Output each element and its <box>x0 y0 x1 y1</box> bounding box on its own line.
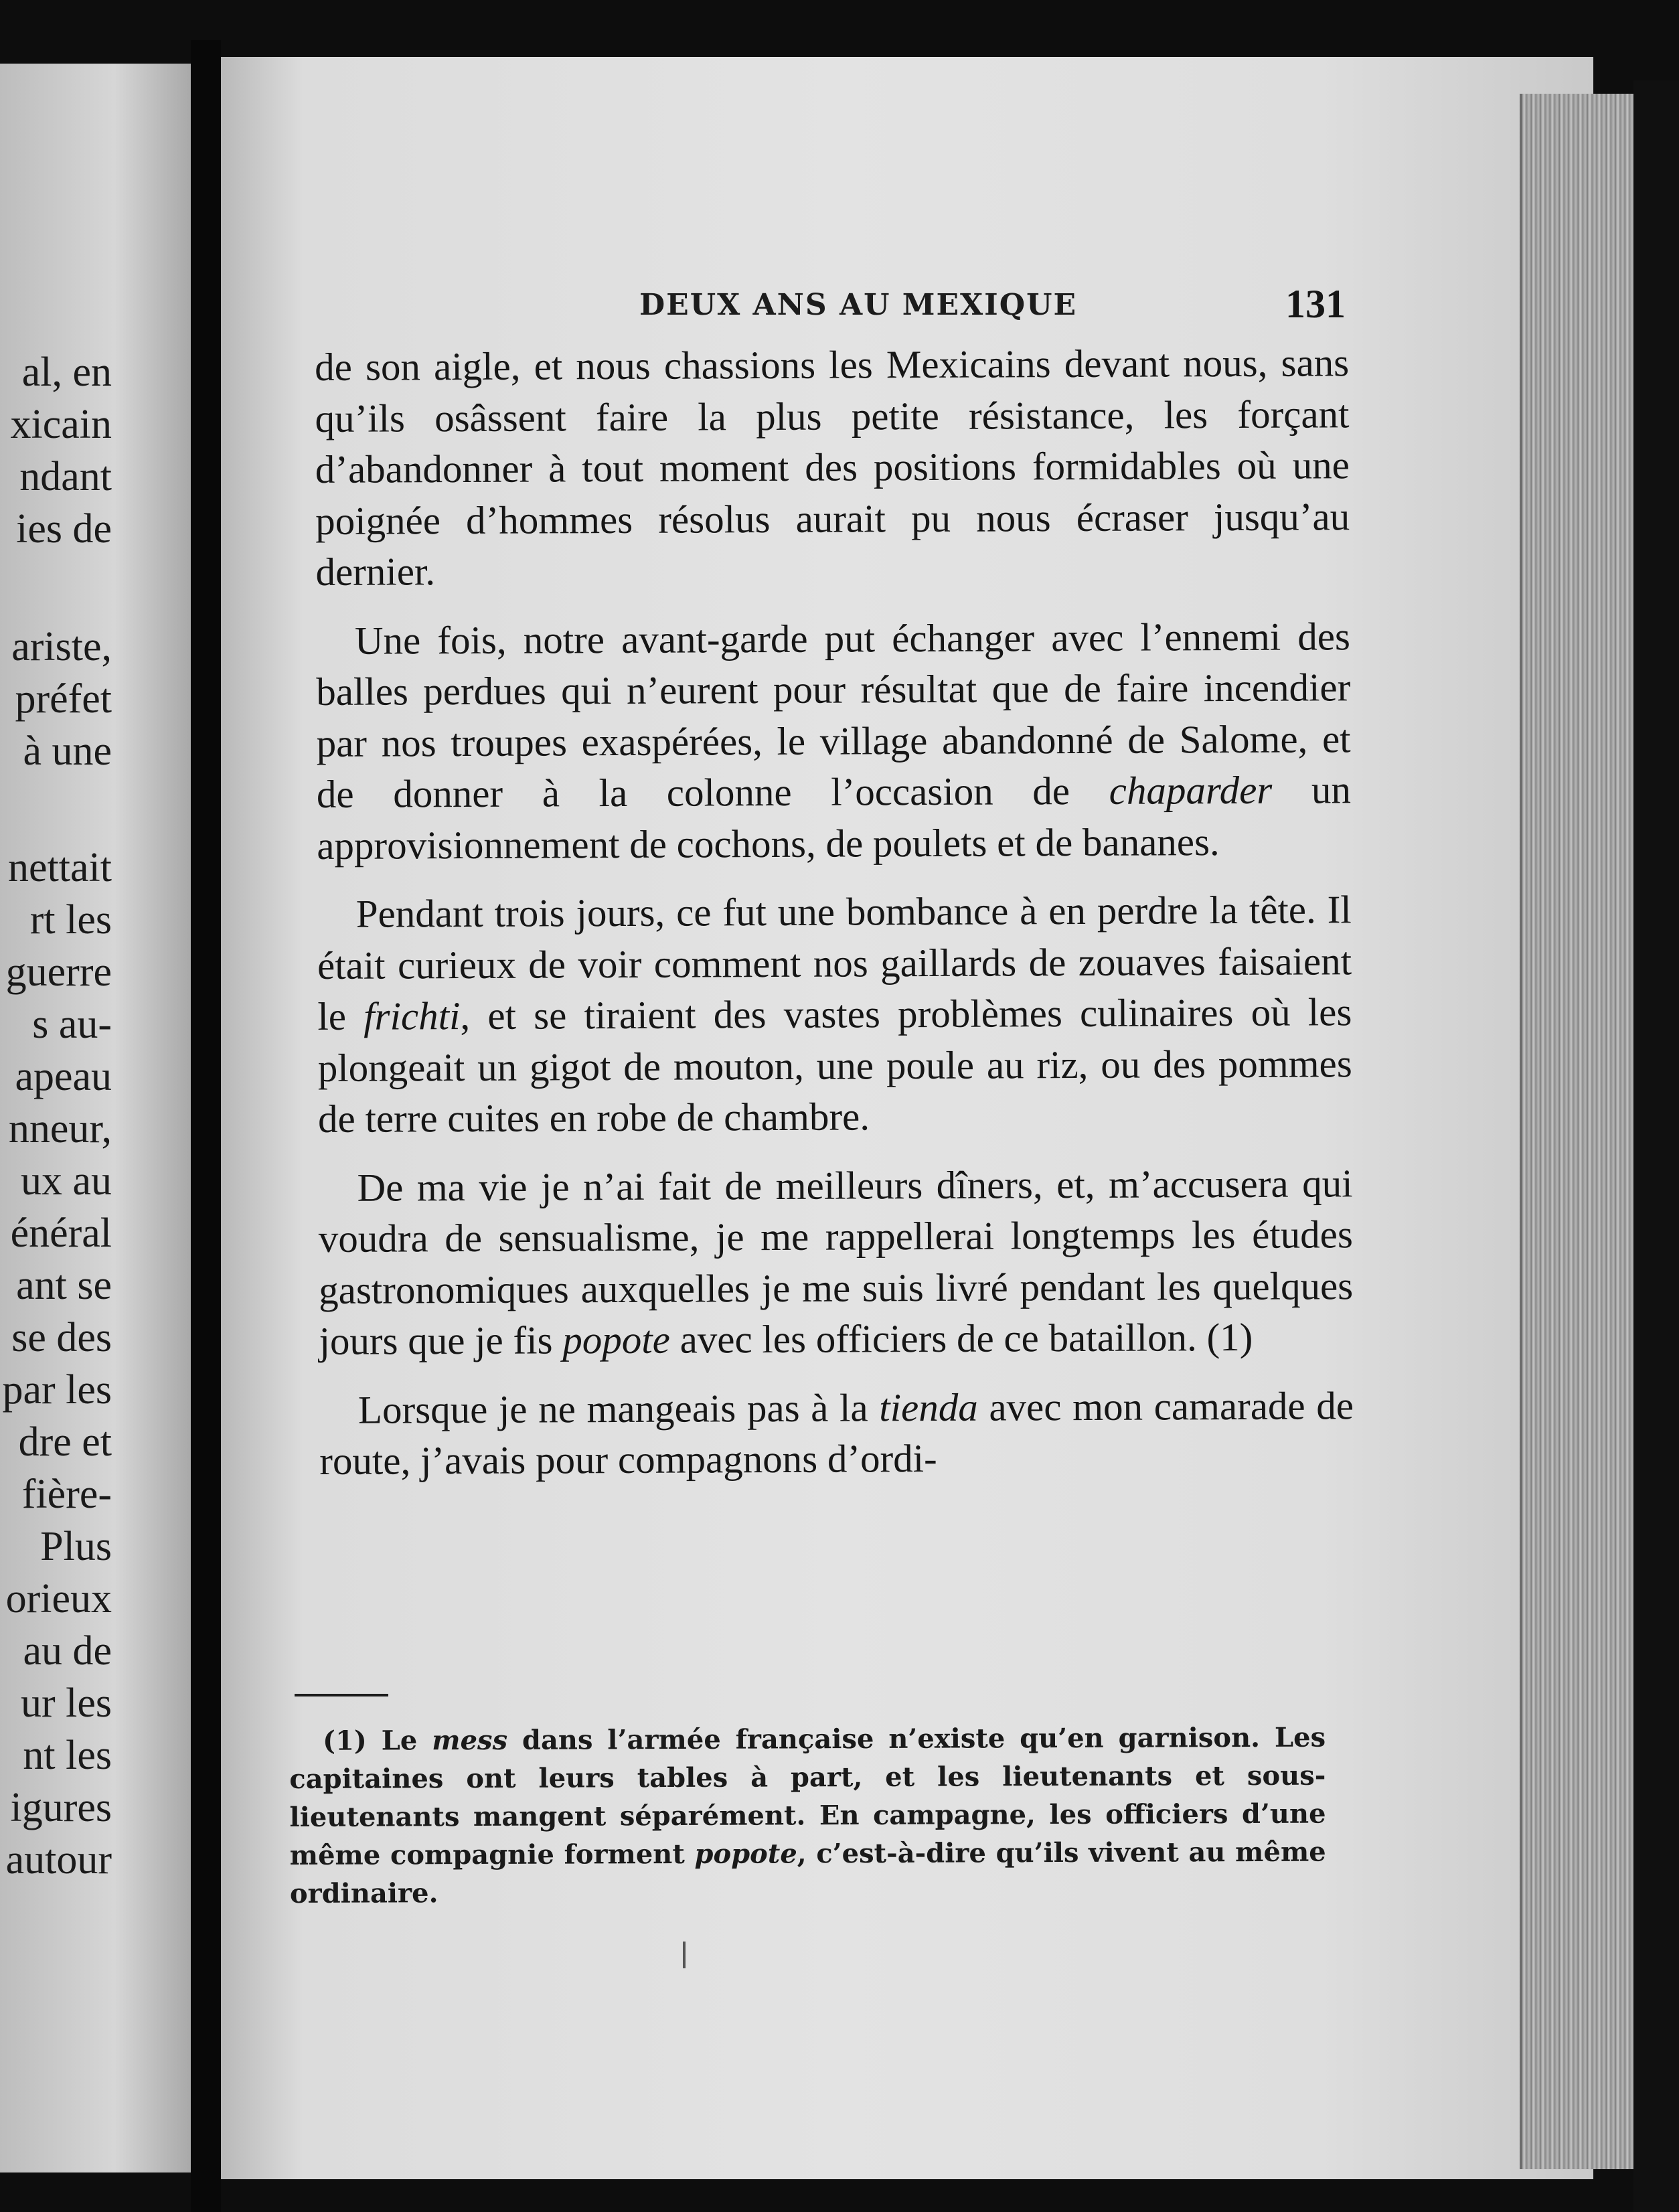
left-page-line: ur les <box>20 1680 112 1726</box>
scan-mark <box>683 1942 686 1968</box>
body-text <box>315 337 1354 1486</box>
paragraph-text: de son aigle, et nous chassions les Mexicains devant nous, sans qu’ils osâssent faire la plus petite résistance, les forçant d’abandonner à tout moment des positions formidables où une poignée d’hommes résolus aurait pu nous écraser jusqu’au dernier. <box>315 340 1350 594</box>
italic-term: tienda <box>879 1385 978 1429</box>
left-page-line: orieux <box>5 1576 112 1622</box>
running-head: DEUX ANS AU MEXIQUE <box>639 288 1077 322</box>
paragraph <box>316 611 1352 871</box>
left-page-line: xicain <box>10 402 112 447</box>
italic-term: chaparder <box>1109 767 1273 813</box>
paragraph <box>318 1158 1353 1367</box>
paragraph <box>315 337 1350 597</box>
left-page-line: préfet <box>15 676 112 722</box>
footnote-text <box>289 1719 1326 1913</box>
left-page-line: s au- <box>32 1002 112 1047</box>
left-page-line: fière- <box>21 1472 112 1517</box>
left-page-line: à une <box>23 728 112 774</box>
paragraph <box>317 884 1353 1144</box>
paragraph-text: Une fois, notre avant-garde put échanger avec l’ennemi des balles perdues qui n’eurent pour résultat que de faire incendier par nos troupes exaspérées, le village abandonné de Salome, et de donner à la colonne l’occasion de <box>316 613 1351 816</box>
left-page-line: nt les <box>23 1733 112 1778</box>
book-edge-shadow <box>1633 80 1679 2212</box>
left-page-line: Plus <box>40 1524 112 1569</box>
footnote-segment: dans l’armée française n’existe qu’en garnison. Les capitaines ont leurs tables à part, et les lieutenants et sous-lieutenants mangent séparément. En campagne, les officiers d’une même compagnie forment <box>289 1721 1326 1871</box>
left-page-line: nneur, <box>8 1106 112 1152</box>
paragraph-text: , et se tiraient des vastes problèmes culinaires où les plongeait un gigot de mouton, une poule au riz, ou des pommes de terre cuites en robe de chambre. <box>317 990 1352 1141</box>
left-page-line: guerre <box>5 949 112 995</box>
paragraph-text: un approvisionnement de cochons, de poulets et de bananes. <box>317 767 1352 868</box>
left-page <box>0 64 191 2172</box>
paragraph-text: Lorsque je ne mangeais pas à la <box>357 1385 880 1432</box>
page-number: 131 <box>1285 282 1346 326</box>
footnote-segment: , c’est-à-dire qu’ils vivent au même ordinaire. <box>289 1836 1326 1909</box>
left-page-line: dre et <box>18 1419 112 1465</box>
footnote-rule <box>295 1694 388 1696</box>
left-page-line: ies de <box>16 506 112 552</box>
left-page-line: ant se <box>16 1263 112 1308</box>
left-page-line: ux au <box>20 1158 112 1204</box>
footnote-italic: mess <box>432 1724 508 1757</box>
left-page-line: ndant <box>19 454 112 499</box>
footnote-italic: popote <box>694 1838 797 1870</box>
left-page-line: par les <box>2 1367 112 1413</box>
left-page-line: se des <box>11 1315 112 1360</box>
footnote <box>289 1719 1326 1913</box>
left-page-line: autour <box>5 1837 112 1883</box>
footnote-segment: (1) Le <box>323 1725 432 1757</box>
paragraph-text: avec mon camarade de route, j’avais pour compagnons d’ordi- <box>319 1382 1354 1483</box>
page-header <box>308 281 1346 335</box>
left-page-line: rt les <box>29 897 112 943</box>
left-page-line: ariste, <box>11 624 112 669</box>
left-page-line: nettait <box>8 845 112 890</box>
paragraph-text: De ma vie je n’ai fait de meilleurs dîners, et, m’accusera qui voudra de sensualisme, je me rappellerai longtemps les études gastronomiques auxquelles je me suis livré pendant les quelques jours que je fis <box>318 1160 1354 1363</box>
left-page-line: au de <box>23 1628 112 1674</box>
paragraph <box>319 1380 1354 1487</box>
italic-term: frichti <box>364 994 461 1038</box>
left-page-line: apeau <box>15 1054 112 1099</box>
left-page-line: énéral <box>10 1210 112 1256</box>
paragraph-text: Pendant trois jours, ce fut une bombance à en perdre la tête. Il était curieux de voir comment nos gaillards de zouaves faisaient le <box>317 887 1352 1038</box>
italic-term: popote <box>562 1317 671 1362</box>
paragraph-text: avec les officiers de ce bataillon. (1) <box>669 1314 1253 1362</box>
book-gutter <box>191 40 221 2212</box>
left-page-line: igures <box>10 1785 112 1830</box>
left-page-line: al, en <box>21 349 112 395</box>
